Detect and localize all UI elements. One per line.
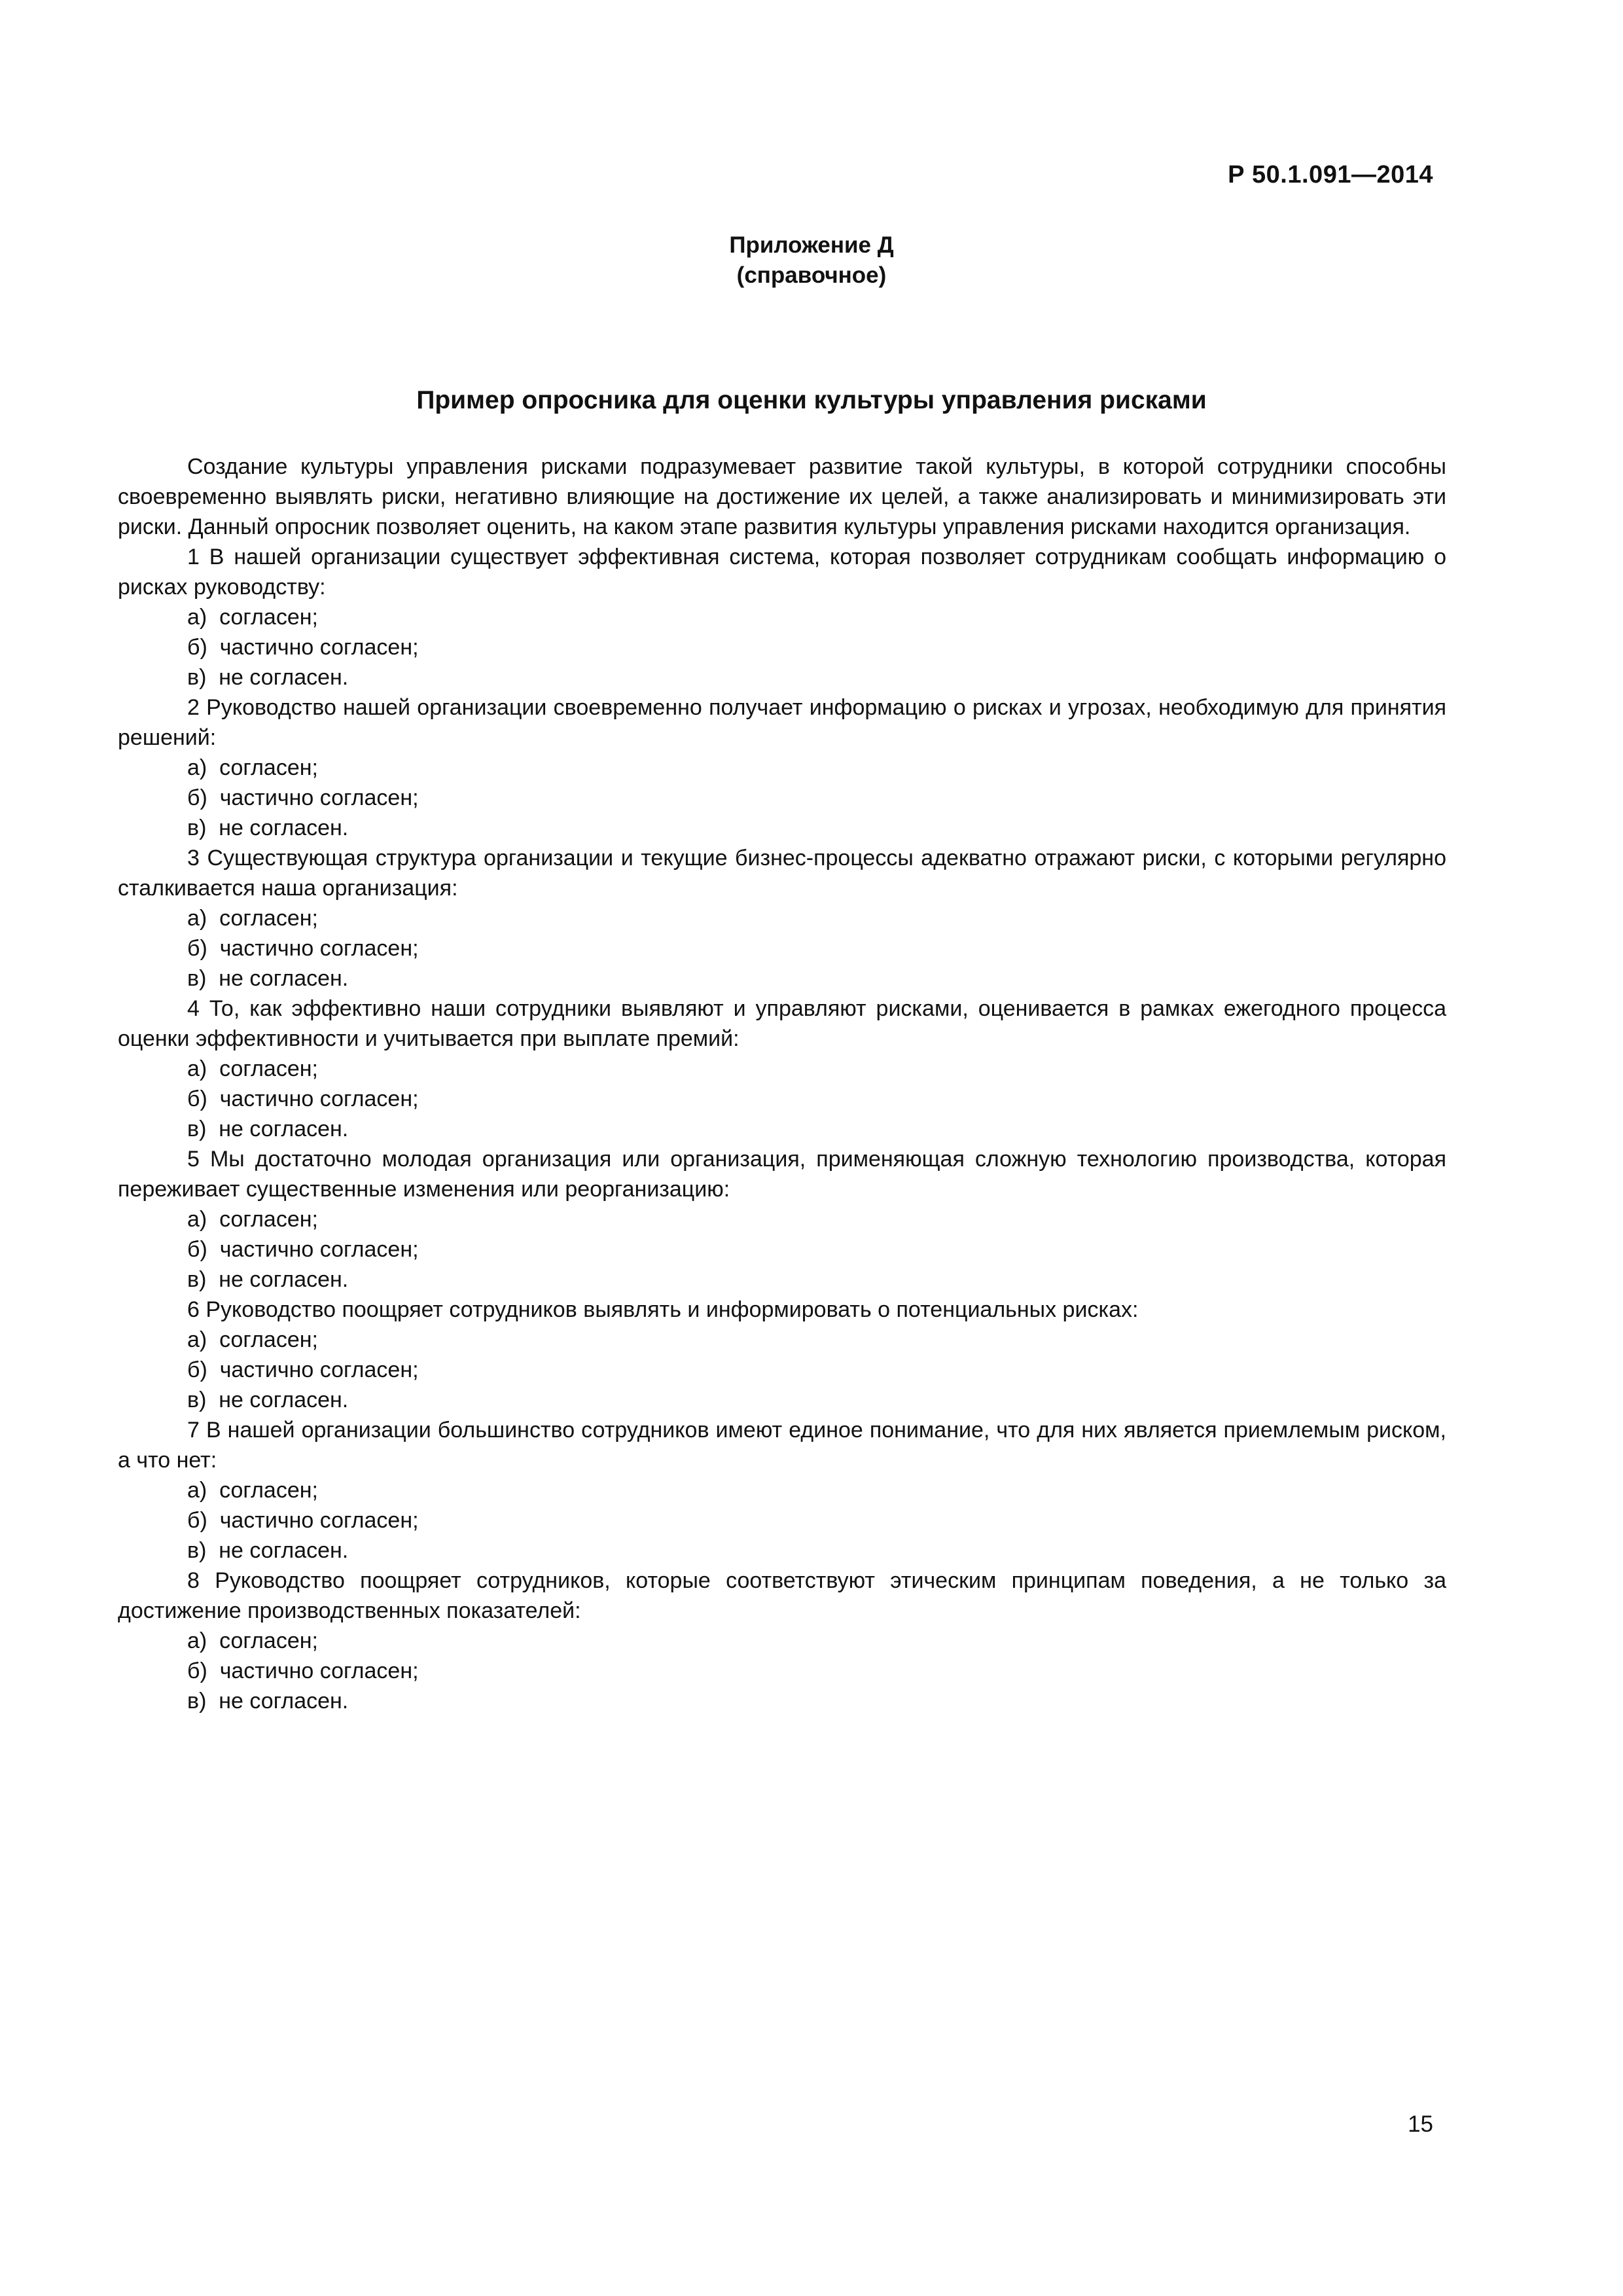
question-text: 1 В нашей организации существует эффективная система, которая позволяет сотрудникам сообщать информацию о рисках руководству: — [118, 545, 1446, 600]
page-number: 15 — [1408, 2111, 1433, 2137]
answer-option: а) согласен; — [187, 1207, 318, 1232]
question-4 — [118, 994, 1446, 1144]
appendix-subtitle: (справочное) — [736, 262, 887, 288]
question-text: 5 Мы достаточно молодая организация или организация, применяющая сложную технологию производства, которая переживает существенные изменения или реорганизацию: — [118, 1147, 1446, 1202]
answer-option: б) частично согласен; — [187, 1086, 419, 1111]
question-5 — [118, 1144, 1446, 1295]
answer-option: а) согласен; — [187, 605, 318, 630]
question-6 — [118, 1295, 1446, 1415]
question-text: 7 В нашей организации большинство сотрудников имеют единое понимание, что для них является приемлемым риском, а что нет: — [118, 1418, 1446, 1473]
appendix-header — [0, 230, 1623, 291]
answer-option: б) частично согласен; — [187, 1508, 419, 1533]
question-text: 6 Руководство поощряет сотрудников выявлять и информировать о потенциальных рисках: — [187, 1297, 1139, 1322]
answer-option: б) частично согласен; — [187, 936, 419, 961]
answer-option: в) не согласен. — [187, 816, 349, 840]
answer-option: б) частично согласен; — [187, 1237, 419, 1262]
answer-option: а) согласен; — [187, 1628, 318, 1653]
question-1 — [118, 542, 1446, 692]
question-text: 3 Существующая структура организации и текущие бизнес-процессы адекватно отражают риски, с которыми регулярно сталкивается наша организация: — [118, 846, 1446, 901]
answer-option: а) согласен; — [187, 1478, 318, 1503]
question-text: 2 Руководство нашей организации своевременно получает информацию о рисках и угрозах, необходимую для принятия решений: — [118, 695, 1446, 750]
answer-option: в) не согласен. — [187, 1267, 349, 1292]
answer-option: в) не согласен. — [187, 966, 349, 991]
answer-option: б) частично согласен; — [187, 1357, 419, 1382]
question-3 — [118, 843, 1446, 994]
question-text: 8 Руководство поощряет сотрудников, которые соответствуют этическим принципам поведения, а не только за достижение производственных показателей: — [118, 1568, 1446, 1623]
answer-option: а) согласен; — [187, 755, 318, 780]
question-text: 4 То, как эффективно наши сотрудники выявляют и управляют рисками, оценивается в рамках ежегодного процесса оценки эффективности и учитывается при выплате премий: — [118, 996, 1446, 1051]
answer-option: б) частично согласен; — [187, 1659, 419, 1683]
question-7 — [118, 1415, 1446, 1566]
document-code: Р 50.1.091—2014 — [1228, 161, 1433, 188]
answer-option: б) частично согласен; — [187, 635, 419, 660]
answer-option: в) не согласен. — [187, 1117, 349, 1141]
page-title: Пример опросника для оценки культуры управления рисками — [416, 386, 1207, 414]
document-body — [118, 452, 1446, 1716]
answer-option: в) не согласен. — [187, 1388, 349, 1412]
answer-option: а) согласен; — [187, 906, 318, 931]
answer-option: в) не согласен. — [187, 1689, 349, 1713]
appendix-title: Приложение Д — [729, 232, 894, 258]
question-8 — [118, 1566, 1446, 1716]
answer-option: в) не согласен. — [187, 1538, 349, 1563]
answer-option: а) согласен; — [187, 1056, 318, 1081]
answer-option: в) не согласен. — [187, 665, 349, 690]
answer-option: б) частично согласен; — [187, 785, 419, 810]
intro-paragraph: Создание культуры управления рисками подразумевает развитие такой культуры, в которой сотрудники способны своевременно выявлять риски, негативно влияющие на достижение их целей, а также анализировать и минимизировать эти риски. Данный опросник позволяет оценить, на каком этапе развития культуры управления рисками находится организация. — [118, 454, 1446, 539]
answer-option: а) согласен; — [187, 1327, 318, 1352]
question-2 — [118, 692, 1446, 843]
